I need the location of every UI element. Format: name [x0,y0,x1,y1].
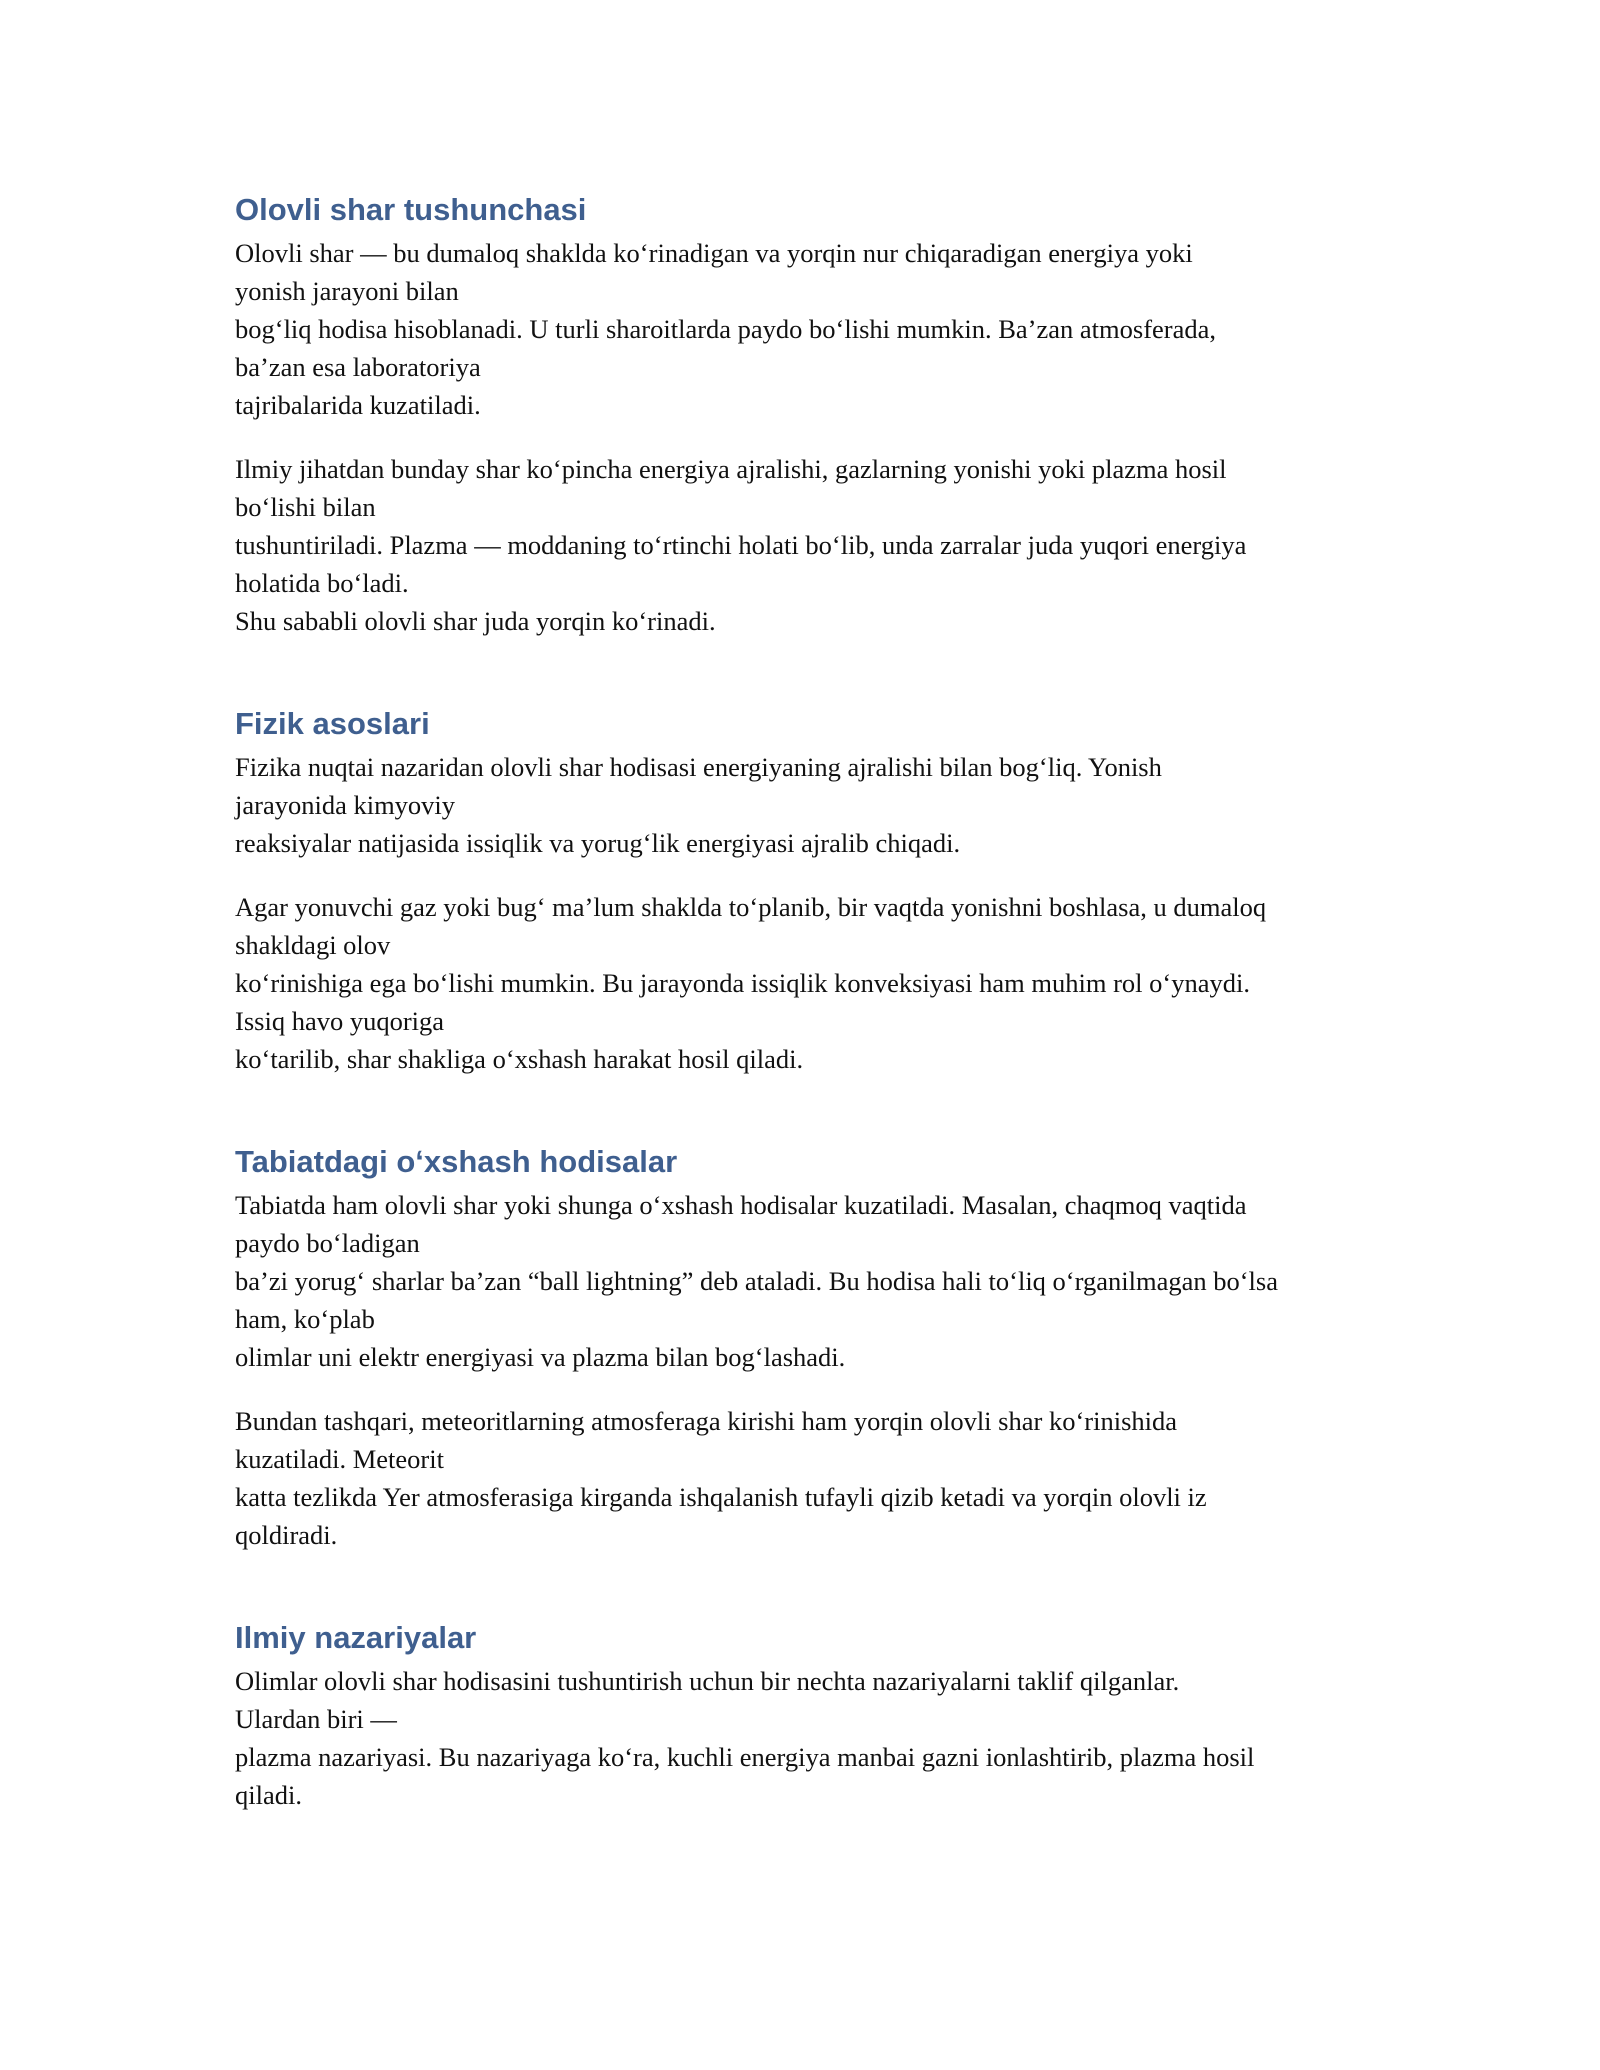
text-line: baʼzan esa laboratoriya [235,352,481,382]
section-tabiatdagi-oxshash-hodisalar [235,1140,1410,1554]
text-line: Olimlar olovli shar hodisasini tushuntirish uchun bir nechta nazariyalarni taklif qilganlar. [235,1666,1180,1696]
text-line: ham, koʻplab [235,1304,375,1334]
text-line: olimlar uni elektr energiyasi va plazma bilan bogʻlashadi. [235,1342,846,1372]
text-line: tushuntiriladi. Plazma — moddaning toʻrtinchi holati boʻlib, unda zarralar juda yuqori energiya [235,530,1247,560]
text-line: Olovli shar — bu dumaloq shaklda koʻrinadigan va yorqin nur chiqaradigan energiya yoki [235,238,1193,268]
paragraph [235,234,1410,424]
text-line: Issiq havo yuqoriga [235,1006,445,1036]
section-fizik-asoslari [235,702,1410,1078]
text-line: Bundan tashqari, meteoritlarning atmosferaga kirishi ham yorqin olovli shar koʻrinishida [235,1406,1178,1436]
paragraph [235,1186,1410,1376]
text-line: qiladi. [235,1780,302,1810]
text-line: reaksiyalar natijasida issiqlik va yorugʻlik energiyasi ajralib chiqadi. [235,828,961,858]
text-line: Agar yonuvchi gaz yoki bugʻ maʼlum shaklda toʻplanib, bir vaqtda yonishni boshlasa, u dumaloq [235,892,1267,922]
text-line: jarayonida kimyoviy [235,790,456,820]
paragraph [235,1402,1410,1554]
text-line: koʻtarilib, shar shakliga oʻxshash harakat hosil qiladi. [235,1044,804,1074]
text-line: yonish jarayoni bilan [235,276,459,306]
text-line: holatida boʻladi. [235,568,409,598]
text-line: Fizika nuqtai nazaridan olovli shar hodisasi energiyaning ajralishi bilan bogʻliq. Yonish [235,752,1162,782]
section-heading: Tabiatdagi oʻxshash hodisalar [235,1144,678,1179]
text-line: Shu sababli olovli shar juda yorqin koʻrinadi. [235,606,716,636]
text-line: koʻrinishiga ega boʻlishi mumkin. Bu jarayonda issiqlik konveksiyasi ham muhim rol oʻynaydi. [235,968,1250,998]
paragraph [235,748,1410,862]
text-line: qoldiradi. [235,1520,338,1550]
text-line: bogʻliq hodisa hisoblanadi. U turli sharoitlarda paydo boʻlishi mumkin. Baʼzan atmosferada, [235,314,1217,344]
text-line: plazma nazariyasi. Bu nazariyaga koʻra, kuchli energiya manbai gazni ionlashtirib, plazma hosil [235,1742,1255,1772]
document-page [235,188,1410,1814]
section-heading: Ilmiy nazariyalar [235,1620,477,1655]
text-line: tajribalarida kuzatiladi. [235,390,481,420]
paragraph [235,888,1410,1078]
paragraph [235,450,1410,640]
text-line: katta tezlikda Yer atmosferasiga kirganda ishqalanish tufayli qizib ketadi va yorqin olovli iz [235,1482,1207,1512]
section-heading: Olovli shar tushunchasi [235,192,587,227]
text-line: Tabiatda ham olovli shar yoki shunga oʻxshash hodisalar kuzatiladi. Masalan, chaqmoq vaqtida [235,1190,1247,1220]
paragraph [235,1662,1410,1814]
text-line: Ulardan biri — [235,1704,397,1734]
text-line: baʼzi yorugʻ sharlar baʼzan “ball lightning” deb ataladi. Bu hodisa hali toʻliq oʻrganilmagan boʻlsa [235,1266,1278,1296]
text-line: Ilmiy jihatdan bunday shar koʻpincha energiya ajralishi, gazlarning yonishi yoki plazma hosil [235,454,1227,484]
section-olovli-shar-tushunchasi [235,188,1410,640]
text-line: boʻlishi bilan [235,492,376,522]
section-heading: Fizik asoslari [235,706,430,741]
text-line: paydo boʻladigan [235,1228,420,1258]
text-line: kuzatiladi. Meteorit [235,1444,444,1474]
text-line: shakldagi olov [235,930,391,960]
section-ilmiy-nazariyalar [235,1616,1410,1814]
